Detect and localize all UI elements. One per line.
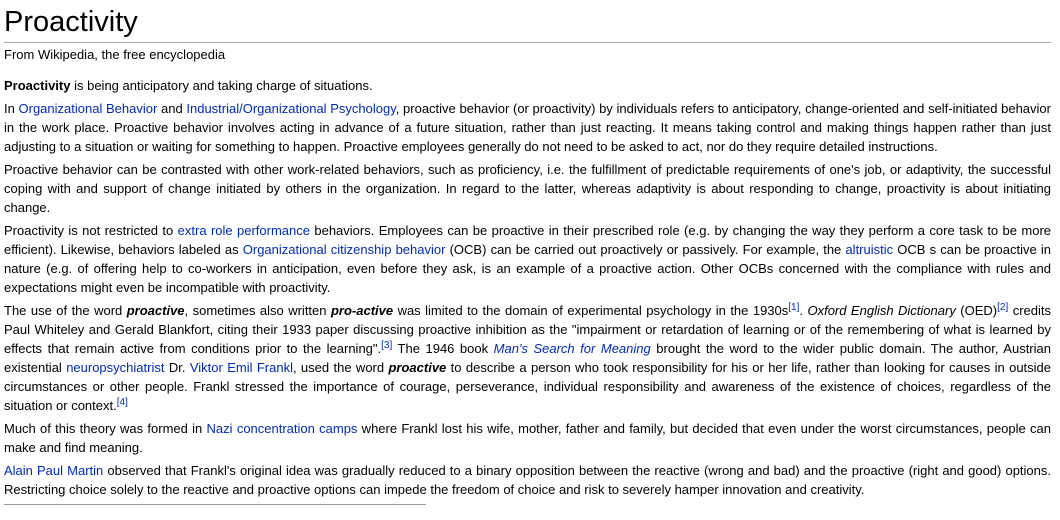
text-run: . (799, 303, 808, 318)
text-run: is being anticipatory and taking charge of situations. (70, 78, 373, 93)
paragraph (4, 419, 1051, 457)
paragraph (4, 301, 1051, 415)
text-run: credits Paul Whiteley and Gerald Blankfort, citing their 1933 paper discussing proactive inhibition as the "impairment or retardation of learning or of the remembering of what is learned by effects that remain active from conditions prior to the learning". (4, 303, 1051, 356)
text-run: where Frankl lost his wife, mother, father and family, but decided that even under the worst circumstances, people can make and find meaning. (4, 421, 1051, 455)
reference-link[interactable]: [2] (997, 302, 1009, 313)
wiki-link[interactable]: Viktor Emil Frankl (189, 360, 293, 375)
reference-link[interactable]: [4] (116, 397, 128, 408)
wiki-link[interactable]: altruistic (845, 242, 894, 257)
text-run: (OCB) can be carried out proactively or passively. For example, the (445, 242, 846, 257)
text-run: Much of this theory was formed in (4, 421, 207, 436)
text-run: to describe a person who took responsibility for his or her life, rather than looking for causes in outside circumstances or other people. Frankl stressed the importance of courage, perseverance, individual responsibility and awareness of the existence of choices, regardless of the situation or context. (4, 360, 1052, 413)
wiki-link[interactable]: Nazi concentration camps (206, 421, 358, 436)
text-run: The 1946 book (392, 341, 494, 356)
wiki-link[interactable]: Industrial/Organizational Psychology (186, 101, 396, 116)
text-run: Oxford English Dictionary (807, 303, 956, 318)
text-run: In (4, 101, 19, 116)
wiki-link[interactable]: Alain Paul Martin (4, 463, 104, 478)
article-body (4, 76, 1051, 499)
paragraph (4, 76, 1051, 95)
text-run: proactive (388, 360, 447, 375)
text-run: Proactive behavior can be contrasted with other work-related behaviors, such as proficiency, i.e. the fulfillment of predictable requirements of one's job, or adaptivity, the successful coping with and support of change initiated by others in the organization. In regard to the latter, whereas adaptivity is about responding to change, proactivity is about initiating change. (4, 162, 1051, 215)
wiki-link[interactable]: Organizational Behavior (18, 101, 158, 116)
reference-marker (788, 302, 799, 313)
text-run: and (157, 101, 187, 116)
text-run: was limited to the domain of experimental psychology in the 1930s (393, 303, 789, 318)
text-run: OCB s can be proactive in nature (e.g. of offering help to co-workers in anticipation, even before they ask, is an example of a proactive action. Other OCBs concerned with the compliance with rules and expectations might even be incompatible with proactivity. (4, 242, 1051, 295)
reference-link[interactable]: [1] (788, 302, 800, 313)
text-run: Proactivity is not restricted to (4, 223, 178, 238)
text-run: , proactive behavior (or proactivity) by individuals refers to anticipatory, change-oriented and self-initiated behavior in the work place. Proactive behavior involves acting in advance of a future situation, rather than just reacting. It means taking control and making things happen rather than just adjusting to a situation or waiting for something to happen. Proactive employees generally do not need to be asked to act, nor do they require detailed instructions. (4, 101, 1051, 154)
reference-marker (997, 302, 1008, 313)
text-run: observed that Frankl's original idea was gradually reduced to a binary opposition between the reactive (wrong and bad) and the proactive (right and good) options. Restricting choice solely to the reactive and proactive options can impede the freedom of choice and risk to severely hamper innovation and creativity. (4, 463, 1051, 497)
wiki-link[interactable]: extra role performance (177, 223, 310, 238)
page-title: Proactivity (4, 0, 1051, 43)
wiki-link[interactable]: Organizational citizenship behavior (242, 242, 446, 257)
wiki-link[interactable]: neuropsychiatrist (66, 360, 165, 375)
text-run: , used the word (292, 360, 389, 375)
text-run: pro-active (330, 303, 394, 318)
text-run: Dr. (164, 360, 190, 375)
paragraph (4, 221, 1051, 297)
reference-marker (381, 340, 392, 351)
text-run: behaviors. Employees can be proactive in their prescribed role (e.g. by changing the way they perform a core task to be more efficient). Likewise, behaviors labeled as (4, 223, 1052, 257)
text-run: brought the word to the wider public domain. The author, Austrian existential (4, 341, 1051, 375)
section-divider (4, 504, 426, 505)
reference-link[interactable]: [3] (381, 340, 393, 351)
paragraph (4, 461, 1051, 499)
text-run: proactive (126, 303, 185, 318)
text-run: , sometimes also written (184, 303, 331, 318)
paragraph (4, 99, 1051, 156)
paragraph (4, 160, 1051, 217)
site-subtitle: From Wikipedia, the free encyclopedia (4, 47, 226, 62)
text-run: Proactivity (4, 78, 71, 93)
text-run: The use of the word (4, 303, 127, 318)
reference-marker (117, 397, 128, 408)
wiki-link[interactable]: Man's Search for Meaning (493, 341, 651, 356)
text-run: (OED) (955, 303, 998, 318)
